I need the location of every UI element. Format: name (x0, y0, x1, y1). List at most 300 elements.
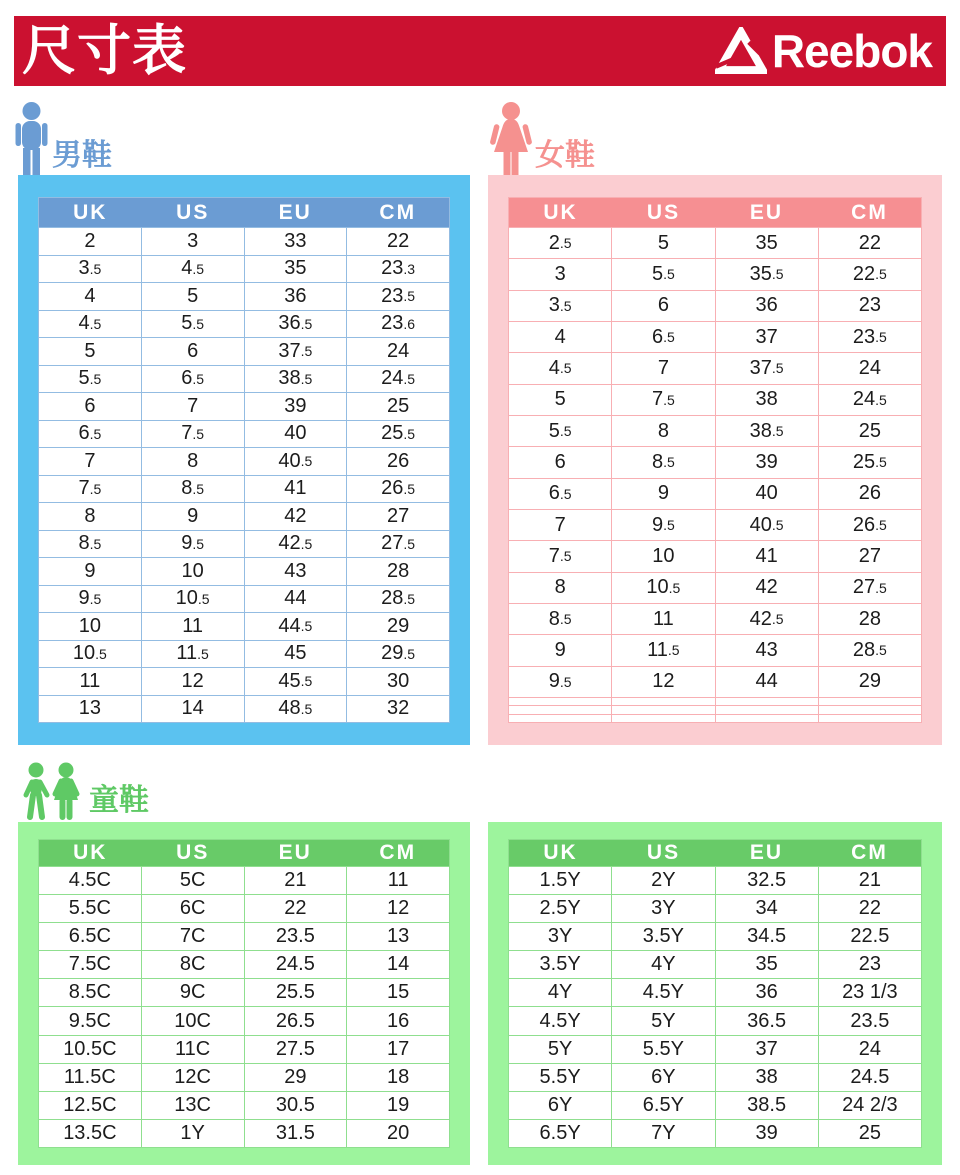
size-cell: 25 .5 (819, 447, 921, 477)
table-row (39, 867, 449, 895)
column-header: EU (749, 200, 784, 224)
table-row (509, 867, 921, 895)
table-row (509, 479, 921, 510)
size-cell: 12C (142, 1064, 245, 1091)
column-header: US (646, 200, 681, 224)
size-cell: 22.5 (819, 923, 921, 950)
size-cell: 5Y (612, 1007, 715, 1034)
column-header: UK (73, 841, 108, 864)
table-row (509, 259, 921, 290)
size-cell: 33 (245, 228, 348, 255)
table-row (509, 979, 921, 1007)
size-cell: 7 .5 (39, 476, 142, 503)
size-cell: 35 (716, 228, 819, 258)
size-cell: 1.5Y (509, 867, 612, 894)
size-cell: 5 .5 (612, 259, 715, 289)
reebok-logo (715, 27, 932, 75)
column-header: UK (543, 841, 578, 864)
table-row (509, 1007, 921, 1035)
size-cell: 41 (716, 541, 819, 571)
size-cell: 25.5 (245, 979, 348, 1006)
size-cell: 4Y (612, 951, 715, 978)
size-cell: 7 .5 (612, 385, 715, 415)
size-cell: 22 .5 (819, 259, 921, 289)
size-cell: 35 (245, 256, 348, 283)
size-cell: 4 .5 (39, 311, 142, 338)
table-row (509, 228, 921, 259)
size-cell: 23.5 (819, 1007, 921, 1034)
size-cell: 30 (347, 668, 449, 695)
table-row (39, 256, 449, 284)
man-icon (14, 102, 49, 175)
size-cell (509, 698, 612, 705)
table-row (509, 951, 921, 979)
size-cell: 42 (716, 573, 819, 603)
table-row (509, 635, 921, 666)
size-cell: 43 (245, 558, 348, 585)
column-header: CM (379, 841, 417, 864)
size-cell: 6Y (612, 1064, 715, 1091)
table-row (39, 1064, 449, 1092)
size-cell: 34.5 (716, 923, 819, 950)
size-cell: 40 .5 (245, 448, 348, 475)
size-cell: 7.5C (39, 951, 142, 978)
size-cell: 3 (509, 259, 612, 289)
table-row (39, 1036, 449, 1064)
column-header: US (176, 200, 210, 224)
size-cell: 26 .5 (819, 510, 921, 540)
size-cell: 13 (347, 923, 449, 950)
size-cell: 4 .5 (142, 256, 245, 283)
size-cell: 30.5 (245, 1092, 348, 1119)
size-cell: 25 (347, 393, 449, 420)
size-cell: 9 (142, 503, 245, 530)
table-row (509, 573, 921, 604)
table-row (39, 476, 449, 504)
size-cell: 20 (347, 1120, 449, 1147)
size-cell: 27 .5 (347, 531, 449, 558)
size-cell: 26.5 (245, 1007, 348, 1034)
size-cell: 38 (716, 385, 819, 415)
size-cell: 8 .5 (39, 531, 142, 558)
header-banner (14, 16, 946, 86)
size-cell: 9 .5 (612, 510, 715, 540)
men-size-panel (18, 175, 470, 745)
size-cell: 2 .5 (509, 228, 612, 258)
size-cell: 4 .5 (509, 353, 612, 383)
size-cell: 24.5 (245, 951, 348, 978)
size-cell: 4 (509, 322, 612, 352)
table-row (509, 322, 921, 353)
size-cell: 38.5 (716, 1092, 819, 1119)
size-cell: 14 (347, 951, 449, 978)
size-cell: 44 .5 (245, 613, 348, 640)
size-cell: 23 .5 (347, 283, 449, 310)
table-row (39, 393, 449, 421)
size-cell: 3Y (509, 923, 612, 950)
table-row (39, 1120, 449, 1147)
size-cell: 11 (347, 867, 449, 894)
size-cell: 5.5C (39, 895, 142, 922)
size-cell: 27 (347, 503, 449, 530)
size-cell: 7 (509, 510, 612, 540)
size-cell (716, 706, 819, 713)
column-header: UK (73, 200, 108, 224)
column-header: EU (749, 841, 784, 864)
size-cell: 24 .5 (347, 366, 449, 393)
size-cell: 28 (819, 604, 921, 634)
column-header: UK (543, 200, 578, 224)
size-cell: 3.5Y (509, 951, 612, 978)
size-cell: 8C (142, 951, 245, 978)
size-cell: 24 2/3 (819, 1092, 921, 1119)
size-cell: 42 (245, 503, 348, 530)
size-cell: 29 (819, 667, 921, 697)
size-cell (509, 715, 612, 722)
table-row (509, 604, 921, 635)
size-cell: 8 (612, 416, 715, 446)
size-cell: 8 .5 (612, 447, 715, 477)
size-cell: 5.5Y (612, 1036, 715, 1063)
table-header-row (39, 840, 449, 867)
size-cell: 18 (347, 1064, 449, 1091)
size-cell: 5Y (509, 1036, 612, 1063)
table-row (509, 1064, 921, 1092)
size-cell: 27.5 (245, 1036, 348, 1063)
size-cell: 5 .5 (142, 311, 245, 338)
column-header: EU (278, 841, 312, 864)
size-cell (509, 706, 612, 713)
table-row (39, 979, 449, 1007)
size-cell: 22 (245, 895, 348, 922)
size-cell: 2 (39, 228, 142, 255)
table-row (509, 541, 921, 572)
table-row (39, 503, 449, 531)
size-cell: 9 (509, 635, 612, 665)
size-cell: 6 .5 (509, 479, 612, 509)
size-cell: 6C (142, 895, 245, 922)
size-cell: 24 (819, 353, 921, 383)
size-cell: 7 (612, 353, 715, 383)
size-cell: 23 .6 (347, 311, 449, 338)
table-header-row (509, 840, 921, 867)
size-cell: 5C (142, 867, 245, 894)
table-row (509, 353, 921, 384)
size-cell: 12 (612, 667, 715, 697)
size-cell: 27 (819, 541, 921, 571)
size-cell: 13.5C (39, 1120, 142, 1147)
size-cell: 26 .5 (347, 476, 449, 503)
size-cell: 22 (819, 895, 921, 922)
size-cell: 44 (245, 586, 348, 613)
table-header-row (39, 198, 449, 228)
size-cell: 36 (245, 283, 348, 310)
size-cell: 14 (142, 696, 245, 723)
size-cell: 9 .5 (142, 531, 245, 558)
size-cell: 5.5Y (509, 1064, 612, 1091)
size-cell: 2Y (612, 867, 715, 894)
size-cell: 4.5C (39, 867, 142, 894)
size-cell: 7 (142, 393, 245, 420)
table-row (39, 1007, 449, 1035)
size-cell (612, 715, 715, 722)
table-row (509, 667, 921, 698)
size-cell: 38 .5 (245, 366, 348, 393)
size-cell: 5 (612, 228, 715, 258)
size-cell (716, 698, 819, 705)
size-cell: 21 (245, 867, 348, 894)
size-cell: 24 (819, 1036, 921, 1063)
table-row (509, 447, 921, 478)
size-cell: 26 (347, 448, 449, 475)
size-cell (819, 715, 921, 722)
size-cell: 6 (39, 393, 142, 420)
size-cell: 40 (245, 421, 348, 448)
size-cell: 34 (716, 895, 819, 922)
table-row (39, 421, 449, 449)
size-cell: 25 .5 (347, 421, 449, 448)
size-cell: 4Y (509, 979, 612, 1006)
size-cell: 8 .5 (142, 476, 245, 503)
size-cell: 19 (347, 1092, 449, 1119)
size-cell: 22 (819, 228, 921, 258)
size-cell: 29 (347, 613, 449, 640)
size-cell: 7C (142, 923, 245, 950)
size-cell: 21 (819, 867, 921, 894)
men-label-text: 男鞋 (52, 139, 112, 172)
size-cell: 13C (142, 1092, 245, 1119)
size-cell (716, 715, 819, 722)
size-cell: 17 (347, 1036, 449, 1063)
size-cell: 37 (716, 1036, 819, 1063)
size-cell: 8 .5 (509, 604, 612, 634)
table-row (509, 1120, 921, 1147)
size-cell: 5 (39, 338, 142, 365)
women-section-label (490, 102, 595, 175)
size-cell: 23 (819, 291, 921, 321)
size-cell: 32.5 (716, 867, 819, 894)
size-cell: 10 .5 (39, 641, 142, 668)
size-cell: 9C (142, 979, 245, 1006)
size-cell: 5 .5 (39, 366, 142, 393)
table-row (39, 366, 449, 394)
kids-size-table-left (38, 839, 450, 1148)
kids-size-table-right (508, 839, 922, 1148)
reebok-delta-icon (715, 27, 767, 75)
size-cell: 28 .5 (347, 586, 449, 613)
table-row (39, 586, 449, 614)
women-size-table (508, 197, 922, 723)
size-cell: 4.5Y (509, 1007, 612, 1034)
size-cell: 42 .5 (716, 604, 819, 634)
size-cell: 48 .5 (245, 696, 348, 723)
size-cell: 11 (142, 613, 245, 640)
size-cell (612, 706, 715, 713)
size-cell: 35 (716, 951, 819, 978)
table-row (39, 641, 449, 669)
size-cell: 11 (612, 604, 715, 634)
size-cell: 27 .5 (819, 573, 921, 603)
size-cell: 7 .5 (509, 541, 612, 571)
size-cell: 2.5Y (509, 895, 612, 922)
reebok-wordmark: Reebok (771, 25, 932, 77)
table-row (509, 1036, 921, 1064)
size-cell: 25 (819, 1120, 921, 1147)
size-cell: 5 .5 (509, 416, 612, 446)
table-row (39, 531, 449, 559)
size-cell: 12.5C (39, 1092, 142, 1119)
size-cell: 9 (39, 558, 142, 585)
size-cell: 39 (716, 447, 819, 477)
table-row (39, 338, 449, 366)
size-cell: 6.5Y (612, 1092, 715, 1119)
table-row (509, 416, 921, 447)
size-cell: 36 .5 (245, 311, 348, 338)
size-cell: 31.5 (245, 1120, 348, 1147)
size-cell: 23.5 (245, 923, 348, 950)
size-cell: 10 (39, 613, 142, 640)
size-cell: 28 .5 (819, 635, 921, 665)
table-row (509, 385, 921, 416)
children-icon (22, 762, 86, 822)
women-label-text: 女鞋 (535, 139, 595, 172)
page-title: 尺寸表 (22, 21, 187, 81)
size-cell: 38 .5 (716, 416, 819, 446)
size-cell: 22 (347, 228, 449, 255)
size-cell: 36 (716, 291, 819, 321)
size-cell: 1Y (142, 1120, 245, 1147)
size-cell: 5 (509, 385, 612, 415)
size-cell: 11 .5 (142, 641, 245, 668)
size-cell: 24.5 (819, 1064, 921, 1091)
size-cell: 36 (716, 979, 819, 1006)
size-cell: 11 .5 (612, 635, 715, 665)
size-cell: 41 (245, 476, 348, 503)
size-cell: 6 .5 (39, 421, 142, 448)
size-cell: 23 (819, 951, 921, 978)
table-row (509, 510, 921, 541)
size-cell: 6.5Y (509, 1120, 612, 1147)
size-cell: 25 (819, 416, 921, 446)
size-cell: 44 (716, 667, 819, 697)
size-cell: 6 (612, 291, 715, 321)
size-cell (819, 706, 921, 713)
size-cell: 12 (347, 895, 449, 922)
size-cell: 3 .5 (509, 291, 612, 321)
men-section-label (14, 102, 112, 175)
size-cell: 9.5C (39, 1007, 142, 1034)
size-cell: 3 .5 (39, 256, 142, 283)
table-row (39, 696, 449, 723)
table-row (39, 311, 449, 339)
men-size-table (38, 197, 450, 723)
women-size-panel (488, 175, 942, 745)
size-cell: 10 .5 (142, 586, 245, 613)
size-cell: 6Y (509, 1092, 612, 1119)
kids-section-label (22, 762, 149, 822)
size-cell: 24 .5 (819, 385, 921, 415)
size-cell: 29 .5 (347, 641, 449, 668)
size-cell: 40 (716, 479, 819, 509)
size-cell: 6 (142, 338, 245, 365)
size-cell: 40 .5 (716, 510, 819, 540)
size-cell: 3 (142, 228, 245, 255)
size-cell: 4.5Y (612, 979, 715, 1006)
size-cell: 12 (142, 668, 245, 695)
size-cell: 37 .5 (716, 353, 819, 383)
size-cell: 45 (245, 641, 348, 668)
table-header-row (509, 198, 921, 228)
table-row (509, 291, 921, 322)
size-cell: 6 .5 (142, 366, 245, 393)
size-cell: 10.5C (39, 1036, 142, 1063)
table-row (39, 448, 449, 476)
column-header: CM (851, 841, 888, 864)
size-cell: 9 .5 (39, 586, 142, 613)
size-cell: 28 (347, 558, 449, 585)
table-row (509, 1092, 921, 1120)
size-cell: 38 (716, 1064, 819, 1091)
size-cell: 23 .3 (347, 256, 449, 283)
column-header: CM (851, 200, 888, 224)
size-cell: 6.5C (39, 923, 142, 950)
size-cell: 8 (509, 573, 612, 603)
size-cell: 37 (716, 322, 819, 352)
size-cell: 23 .5 (819, 322, 921, 352)
column-header: US (646, 841, 681, 864)
table-row (39, 228, 449, 256)
size-cell: 8.5C (39, 979, 142, 1006)
table-row (39, 923, 449, 951)
woman-icon (490, 102, 532, 175)
size-cell: 10C (142, 1007, 245, 1034)
size-cell: 7 (39, 448, 142, 475)
size-cell: 8 (142, 448, 245, 475)
size-cell: 32 (347, 696, 449, 723)
table-row (39, 895, 449, 923)
size-cell: 9 .5 (509, 667, 612, 697)
size-cell: 29 (245, 1064, 348, 1091)
size-cell: 10 (142, 558, 245, 585)
size-cell: 43 (716, 635, 819, 665)
kids-size-panel-right (488, 822, 942, 1165)
table-row (39, 668, 449, 696)
table-row (509, 706, 921, 714)
size-cell: 23 1/3 (819, 979, 921, 1006)
column-header: US (176, 841, 210, 864)
column-header: CM (379, 200, 417, 224)
size-cell: 5 (142, 283, 245, 310)
table-row (509, 715, 921, 722)
size-cell: 36.5 (716, 1007, 819, 1034)
size-cell: 39 (245, 393, 348, 420)
table-row (509, 698, 921, 706)
size-cell (819, 698, 921, 705)
table-row (39, 283, 449, 311)
size-cell: 9 (612, 479, 715, 509)
size-cell: 37 .5 (245, 338, 348, 365)
size-cell: 7 .5 (142, 421, 245, 448)
table-row (509, 895, 921, 923)
size-cell: 16 (347, 1007, 449, 1034)
size-cell: 45 .5 (245, 668, 348, 695)
size-cell: 11.5C (39, 1064, 142, 1091)
size-cell (612, 698, 715, 705)
size-cell: 3.5Y (612, 923, 715, 950)
size-cell: 6 .5 (612, 322, 715, 352)
size-cell: 35 .5 (716, 259, 819, 289)
size-cell: 6 (509, 447, 612, 477)
